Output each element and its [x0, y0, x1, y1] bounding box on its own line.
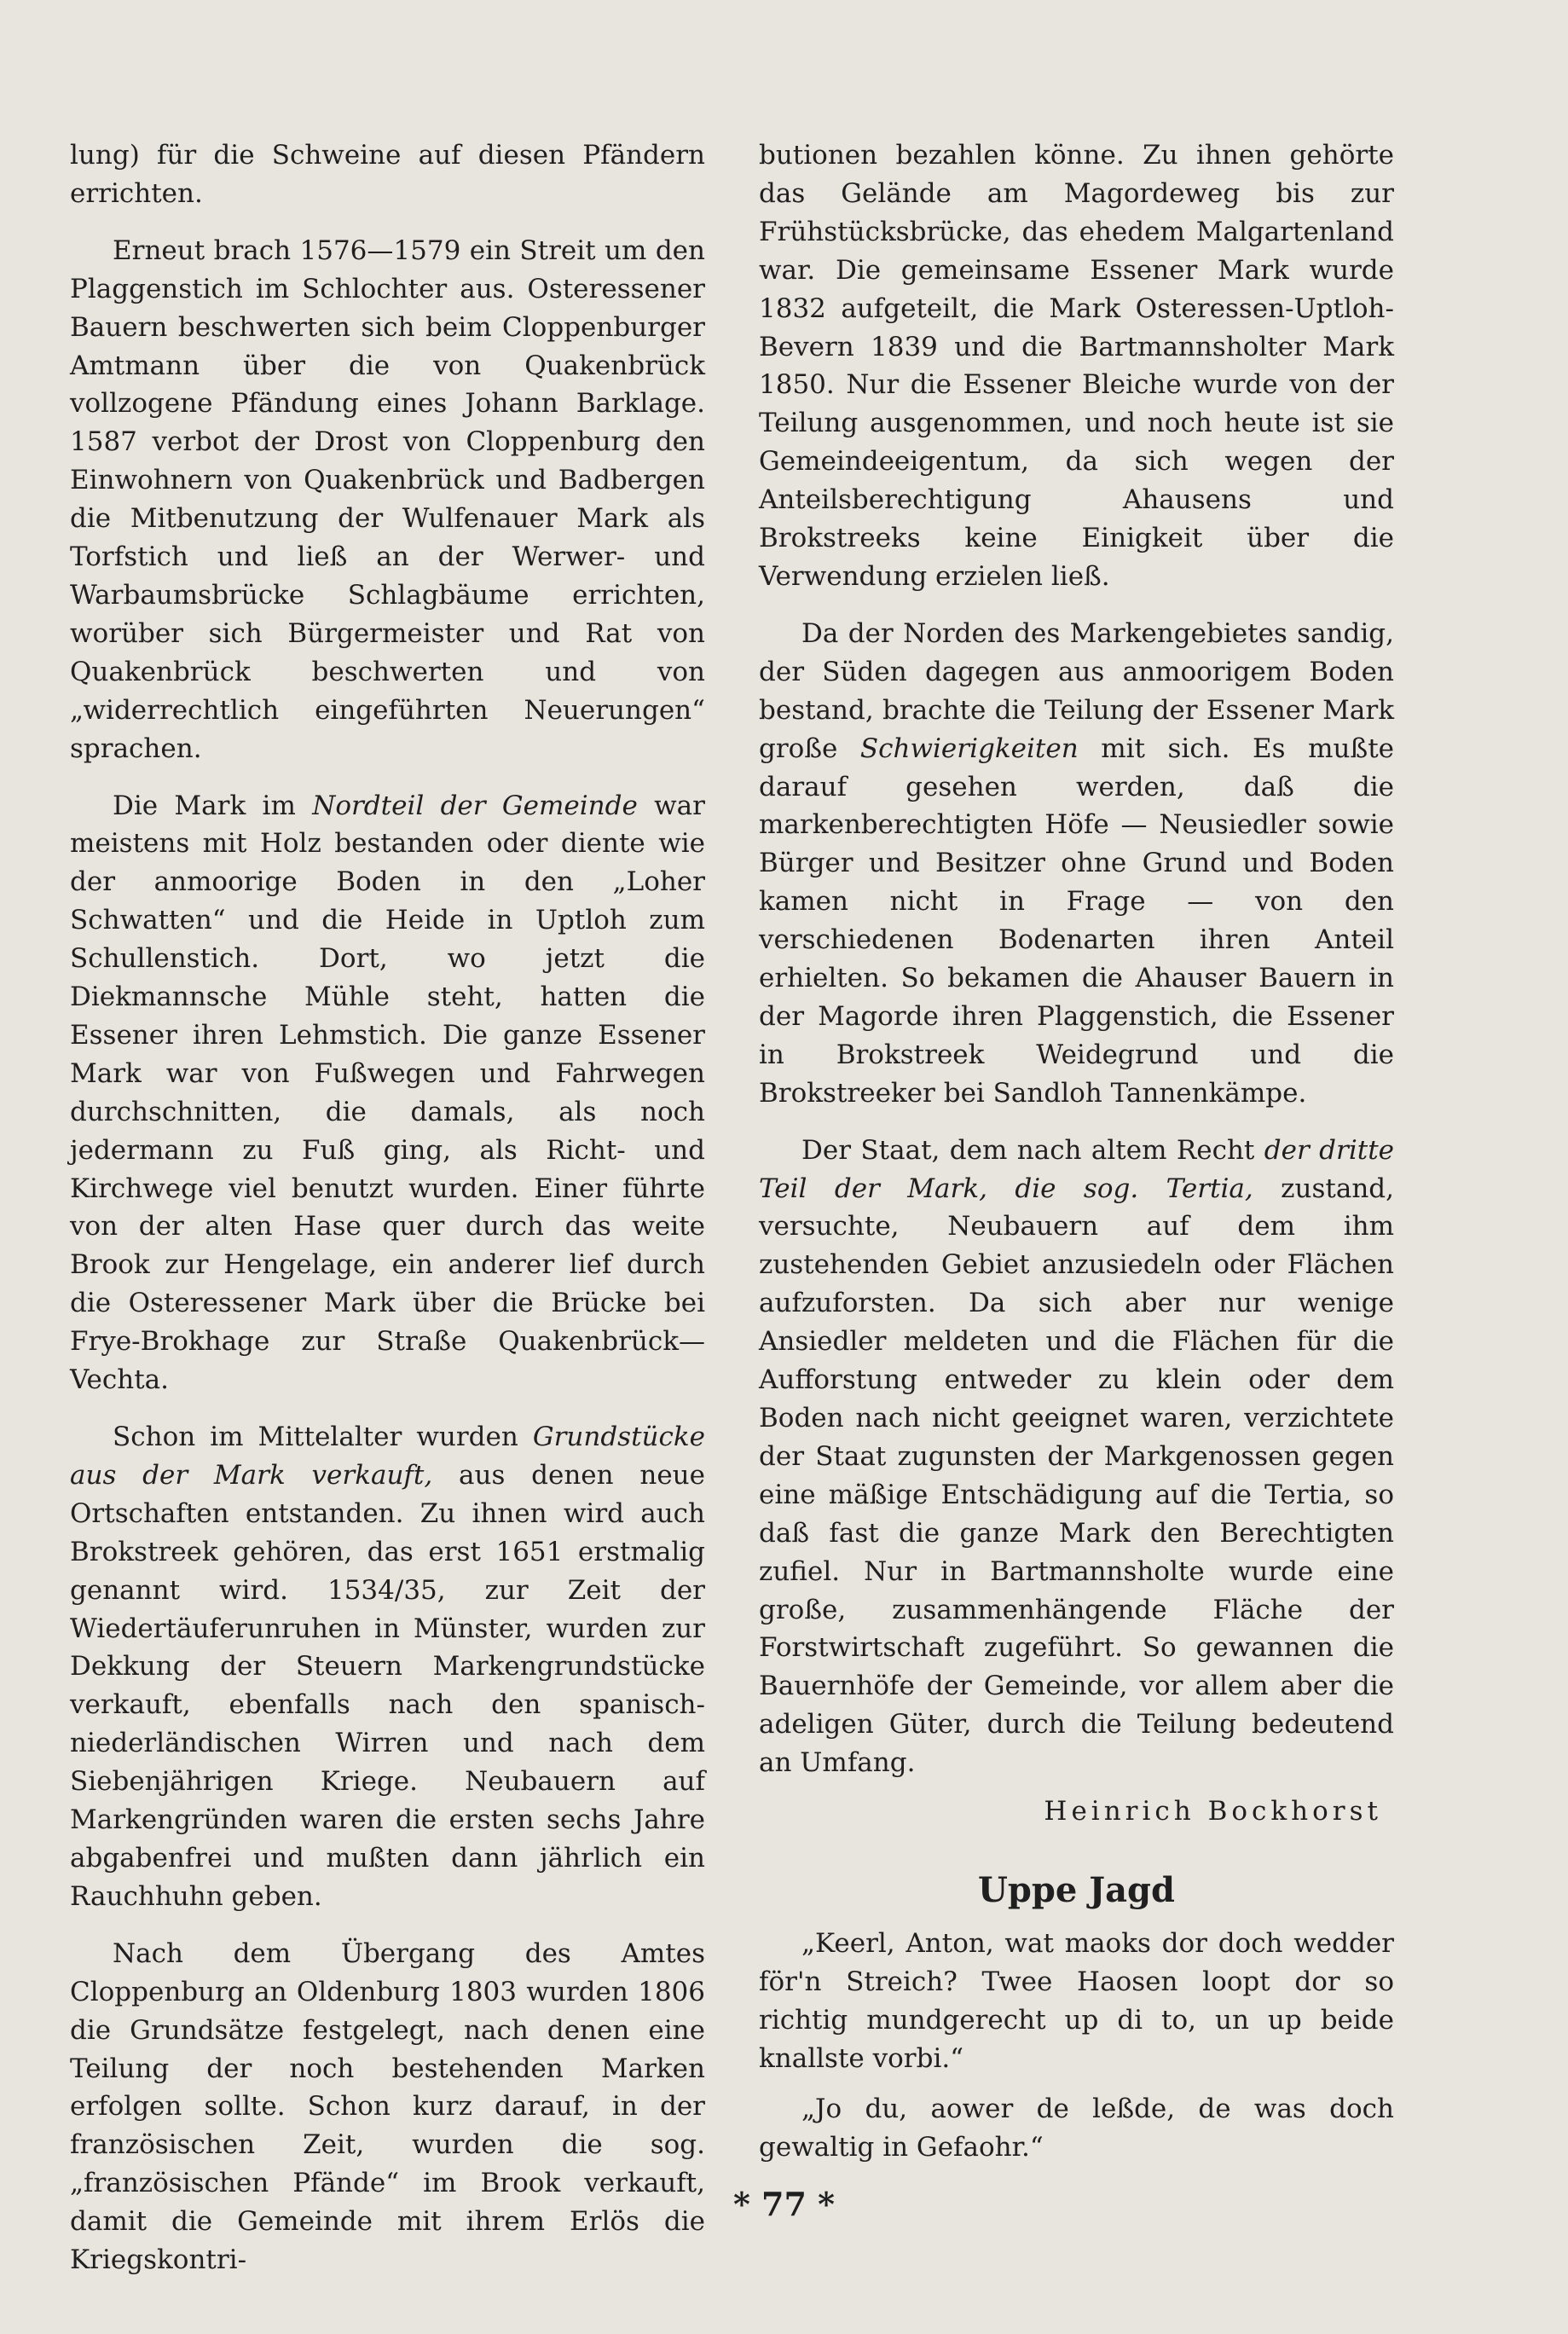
article-author: Heinrich Bockhorst [1044, 1796, 1382, 1827]
story-title: Uppe Jagd [978, 1869, 1175, 1910]
text-run: mit sich. Es mußte darauf gesehen werden, daß die markenberechtigten Höfe — Neusiedler sowie Bürger und Besitzer ohne Grund und Boden kamen nicht in Frage — von den verschiedenen Bodenarten ihren Anteil erhielten. So bekamen die Ahauser Bauern in der Magorde ihren Plaggenstich, die Essener in Brokstreek Weidegrund und die Brokstreeker bei Sandloh Tannenkämpe. [759, 733, 1394, 1109]
italic-text-run: Schwierigkeiten [859, 733, 1079, 764]
paragraph [70, 136, 705, 213]
paragraph [70, 232, 705, 768]
paragraph [759, 1132, 1394, 1782]
text-run: Da der Norden des Markengebietes sandig, der Süden dagegen aus anmoorigem Boden bestand, brachte die Teilung der Essener Mark große [759, 617, 1394, 764]
italic-text-run: der dritte Teil der Mark, die sog. Tertia, [759, 1134, 1395, 1204]
text-run: war meistens mit Holz bestanden oder diente wie der anmoorige Boden in den „Loher Schwatten“ und die Heide in Uptloh zum Schullenstich. Dort, wo jetzt die Diekmannsche Mühle steht, hatten die Essener ihren Lehmstich. Die ganze Essener Mark war von Fußwegen und Fahrwegen durchschnitten, die damals, als noch jedermann zu Fuß ging, als Richt- und Kirchwege viel benutzt wurden. Einer führte von der alten Hase quer durch das weite Brook zur Hengelage, ein anderer lief durch die Osteressener Mark über die Brücke bei Frye-Brokhage zur Straße Quakenbrück—Vechta. [70, 790, 705, 1396]
story-body [759, 1925, 1394, 2166]
page-number: * 77 * [732, 2185, 836, 2223]
paragraph [70, 1935, 705, 2279]
dialogue-paragraph: „Keerl, Anton, wat maoks dor doch wedder för'n Streich? Twee Haosen loopt dor so richtig mundgerecht up di to, un up beide knallste vorbi.“ [759, 1927, 1394, 2074]
paragraph [70, 787, 705, 1400]
paragraph [759, 615, 1394, 1113]
text-run: zustand, versuchte, Neubauern auf dem ihm zustehenden Gebiet anzusiedeln oder Flächen aufzuforsten. Da sich aber nur wenige Ansiedler meldeten und die Flächen für die Aufforstung entweder zu klein oder dem Boden nach nicht geeignet waren, verzichtete der Staat zugunsten der Markgenossen gegen eine mäßige Entschädigung auf die Tertia, so daß fast die ganze Mark den Berechtigten zufiel. Nur in Bartmannsholte wurde eine große, zusammenhängende Fläche der Forstwirtschaft zugeführt. So gewannen die Bauernhöfe der Gemeinde, vor allem aber die adeligen Güter, durch die Teilung bedeutend an Umfang. [759, 1173, 1394, 1779]
text-run: butionen bezahlen könne. Zu ihnen gehörte das Gelände am Magordeweg bis zur Frühstücksbrücke, das ehedem Malgartenland war. Die gemeinsame Essener Mark wurde 1832 aufgeteilt, die Mark Osteressen-Uptloh-Bevern 1839 und die Bartmannsholter Mark 1850. Nur die Essener Bleiche wurde von der Teilung ausgenommen, und noch heute ist sie Gemeindeeigentum, da sich wegen der Anteilsberechtigung Ahausens und Brokstreeks keine Einigkeit über die Verwendung erzielen ließ. [759, 140, 1394, 592]
left-column [70, 136, 705, 2279]
text-run: Die Mark im [113, 790, 313, 821]
dialogue-paragraph: „Jo du, aower de leßde, de was doch gewaltig in Gefaohr.“ [759, 2093, 1394, 2163]
text-run: Nach dem Übergang des Amtes Cloppenburg an Oldenburg 1803 wurden 1806 die Grundsätze festgelegt, nach denen eine Teilung der noch bestehenden Marken erfolgen sollte. Schon kurz darauf, in der französischen Zeit, wurden die sog. „französischen Pfände“ im Brook verkauft, damit die Gemeinde mit ihrem Erlös die Kriegskontri- [70, 1937, 705, 2276]
text-run: lung) für die Schweine auf diesen Pfändern errichten. [70, 140, 705, 209]
italic-text-run: Grundstücke aus der Mark verkauft, [70, 1422, 705, 1491]
text-run: Erneut brach 1576—1579 ein Streit um den Plaggenstich im Schlochter aus. Osteressener Bauern beschwerten sich beim Cloppenburger Amtmann über die von Quakenbrück vollzogene Pfändung eines Johann Barklage. 1587 verbot der Drost von Cloppenburg den Einwohnern von Quakenbrück und Badbergen die Mitbenutzung der Wulfenauer Mark als Torfstich und ließ an der Werwer- und Warbaumsbrücke Schlagbäume errichten, worüber sich Bürgermeister und Rat von Quakenbrück beschwerten und von „widerrechtlich eingeführten Neuerungen“ sprachen. [70, 235, 705, 764]
text-run: Schon im Mittelalter wurden [113, 1422, 533, 1452]
italic-text-run: Nordteil der Gemeinde [312, 790, 638, 821]
text-run: aus denen neue Ortschaften entstanden. Zu ihnen wird auch Brokstreek gehören, das erst 1651 erstmalig genannt wird. 1534/35, zur Zeit der Wiedertäuferunruhen in Münster, wurden zur Dekkung der Steuern Markengrundstücke verkauft, ebenfalls nach den spanisch-niederländischen Wirren und nach dem Siebenjährigen Kriege. Neubauern auf Markengründen waren die ersten sechs Jahre abgabenfrei und mußten dann jährlich ein Rauchhuhn geben. [70, 1459, 705, 1912]
right-column [759, 136, 1394, 2166]
paragraph [70, 1418, 705, 1916]
text-run: Der Staat, dem nach altem Recht [801, 1134, 1264, 1166]
paragraph [759, 136, 1394, 596]
